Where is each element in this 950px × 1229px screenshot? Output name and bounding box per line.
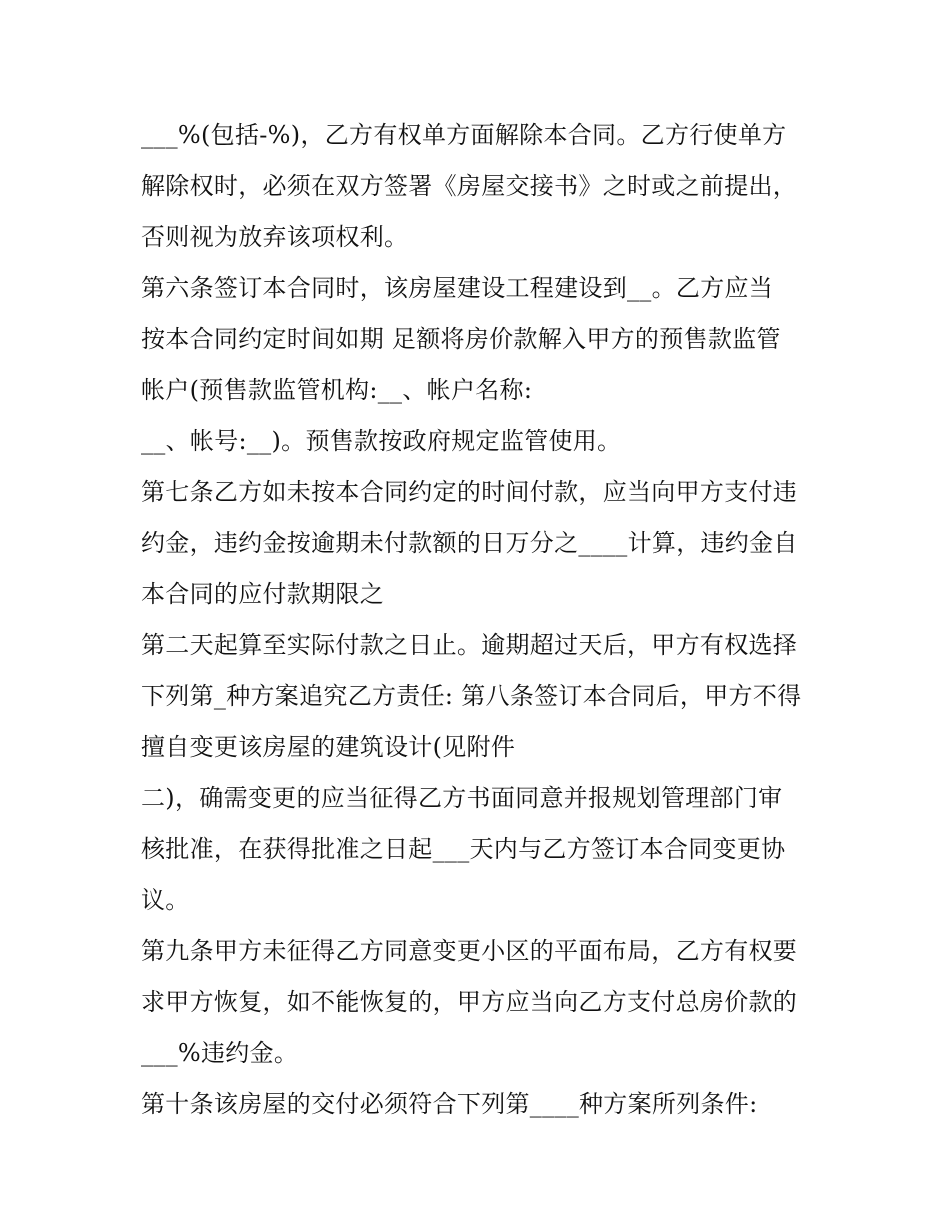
text-line: 约金，违约金按逾期未付款额的日万分之____计算，违约金自 xyxy=(141,529,798,557)
text-line: 否则视为放弃该项权利。 xyxy=(141,223,409,251)
text-line: 解除权时，必须在双方签署《房屋交接书》之时或之前提出， xyxy=(141,172,798,200)
text-line: 议。 xyxy=(141,886,190,914)
text-line: 本合同的应付款期限之 xyxy=(141,580,384,608)
text-line: 二)，确需变更的应当征得乙方书面同意并报规划管理部门审 xyxy=(141,784,783,812)
text-line: 求甲方恢复，如不能恢复的，甲方应当向乙方支付总房价款的 xyxy=(141,988,798,1016)
text-line: 第六条签订本合同时，该房屋建设工程建设到__。乙方应当 xyxy=(141,274,774,302)
text-line: 核批准，在获得批准之日起___天内与乙方签订本合同变更协 xyxy=(141,835,786,863)
document-body xyxy=(141,110,831,1130)
text-line: __、帐号:__)。预售款按政府规定监管使用。 xyxy=(141,427,622,455)
text-line: ___%(包括-%)，乙方有权单方面解除本合同。乙方行使单方 xyxy=(141,121,787,149)
text-line: 第二天起算至实际付款之日止。逾期超过天后，甲方有权选择 xyxy=(141,631,798,659)
text-line: 擅自变更该房屋的建筑设计(见附件 xyxy=(141,733,516,761)
text-line: 下列第_种方案追究乙方责任: 第八条签订本合同后，甲方不得 xyxy=(141,682,802,710)
text-line: 帐户(预售款监管机构:__、帐户名称: xyxy=(141,376,533,404)
text-line: ___%违约金。 xyxy=(141,1039,299,1067)
text-line: 第九条甲方未征得乙方同意变更小区的平面布局，乙方有权要 xyxy=(141,937,798,965)
text-line: 第十条该房屋的交付必须符合下列第____种方案所列条件: xyxy=(141,1090,758,1118)
text-line: 按本合同约定时间如期 足额将房价款解入甲方的预售款监管 xyxy=(141,325,781,353)
text-line: 第七条乙方如未按本合同约定的时间付款，应当向甲方支付违 xyxy=(141,478,798,506)
